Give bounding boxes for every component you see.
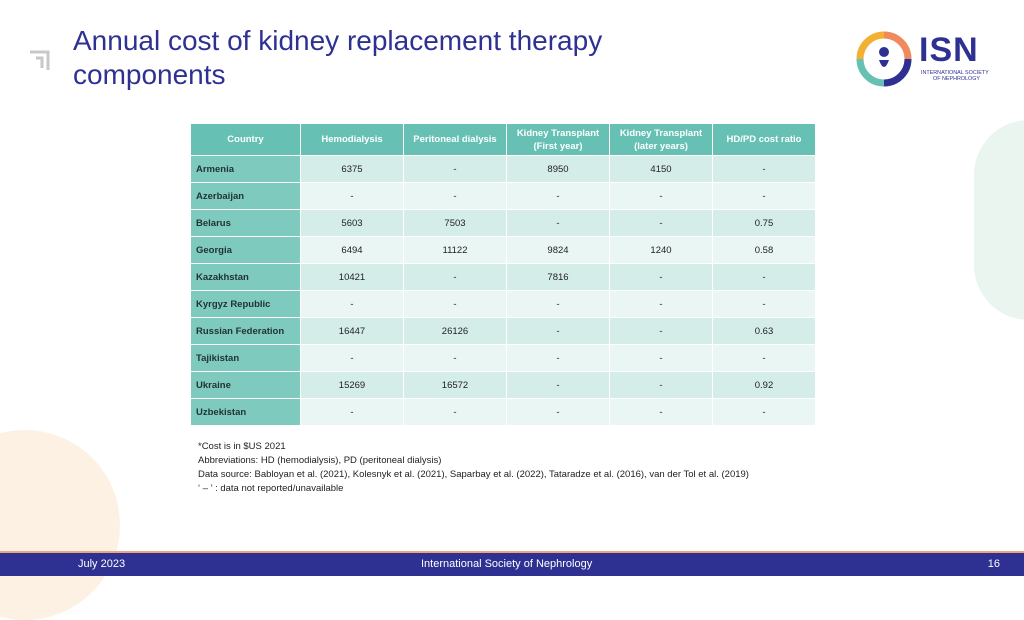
slide-title-line1: Annual cost of kidney replacement therapy [73,25,603,56]
header-kt-later-line1: Kidney Transplant [619,127,703,139]
table-row [191,399,816,426]
decorative-blob-right [974,120,1024,320]
cell-hd: - [301,345,404,372]
cell-kt-later: 1240 [610,237,713,264]
header-hemodialysis: Hemodialysis [301,124,404,156]
cell-pd: - [404,183,507,210]
note-abbreviations: Abbreviations: HD (hemodialysis), PD (peritoneal dialysis) [198,455,442,466]
cell-hd: - [301,291,404,318]
table-row [191,318,816,345]
cell-kt-later: - [610,372,713,399]
cell-country: Uzbekistan [191,399,301,426]
cell-ratio: - [713,291,816,318]
header-hd-pd-ratio: HD/PD cost ratio [713,124,816,156]
cell-country: Belarus [191,210,301,237]
krt-cost-table [190,123,816,426]
cell-hd: 6494 [301,237,404,264]
cell-pd: 26126 [404,318,507,345]
cell-hd: 15269 [301,372,404,399]
table-row [191,237,816,264]
cell-pd: - [404,291,507,318]
table-row [191,183,816,210]
slide-footer [0,553,1024,576]
cell-country: Armenia [191,156,301,183]
cell-country: Tajikistan [191,345,301,372]
footer-organization: International Society of Nephrology [421,558,593,570]
table-header-row [191,124,816,156]
table-row [191,264,816,291]
logo-wordmark: ISN [919,31,979,69]
cell-kt-later: - [610,291,713,318]
cell-ratio: 0.75 [713,210,816,237]
cell-pd: 16572 [404,372,507,399]
note-data-source: Data source: Babloyan et al. (2021), Kolesnyk et al. (2021), Saparbay et al. (2022), Tataradze et al. (2016), van der Tol et al. (2019) [198,469,749,480]
header-kt-first-line1: Kidney Transplant [516,127,600,139]
cell-ratio: - [713,264,816,291]
cell-kt-first: - [507,345,610,372]
cell-pd: 7503 [404,210,507,237]
header-kt-later-line2: (later years) [634,140,688,152]
table-notes [198,440,749,496]
cell-country: Kyrgyz Republic [191,291,301,318]
table-row [191,156,816,183]
cell-kt-first: 7816 [507,264,610,291]
cell-kt-later: - [610,318,713,345]
cell-kt-first: - [507,318,610,345]
table-row [191,210,816,237]
note-missing-data: ‘ – ’ : data not reported/unavailable [198,483,344,494]
note-currency: *Cost is in $US 2021 [198,441,286,452]
cell-pd: 11122 [404,237,507,264]
header-kt-first-line2: (First year) [533,140,583,152]
cell-hd: - [301,399,404,426]
cell-country: Russian Federation [191,318,301,345]
isn-logo-mark-icon [855,30,913,88]
cell-kt-later: - [610,399,713,426]
cell-ratio: 0.63 [713,318,816,345]
cell-country: Kazakhstan [191,264,301,291]
header-kt-first-year [507,124,610,156]
table-row [191,291,816,318]
isn-logo [855,30,995,88]
cell-kt-later: 4150 [610,156,713,183]
cell-country: Georgia [191,237,301,264]
cell-kt-first: 8950 [507,156,610,183]
cell-ratio: - [713,156,816,183]
cell-pd: - [404,345,507,372]
cell-ratio: - [713,399,816,426]
table-row [191,345,816,372]
cell-ratio: - [713,345,816,372]
logo-subtitle-line1: INTERNATIONAL SOCIETY [921,70,989,76]
cell-pd: - [404,399,507,426]
footer-page-number: 16 [987,558,1000,570]
cell-kt-first: 9824 [507,237,610,264]
header-kt-later-years [610,124,713,156]
header-peritoneal-dialysis: Peritoneal dialysis [404,124,507,156]
cell-country: Ukraine [191,372,301,399]
slide-title-line2: components [73,59,226,90]
cell-hd: 6375 [301,156,404,183]
logo-subtitle [921,70,1001,82]
cell-hd: - [301,183,404,210]
cell-kt-later: - [610,264,713,291]
cell-hd: 10421 [301,264,404,291]
cell-kt-first: - [507,291,610,318]
cell-kt-first: - [507,183,610,210]
cell-kt-later: - [610,345,713,372]
cell-kt-later: - [610,183,713,210]
cell-country: Azerbaijan [191,183,301,210]
cell-kt-first: - [507,399,610,426]
cell-hd: 5603 [301,210,404,237]
cell-kt-first: - [507,210,610,237]
cell-ratio: 0.58 [713,237,816,264]
cell-kt-later: - [610,210,713,237]
cell-hd: 16447 [301,318,404,345]
cell-pd: - [404,156,507,183]
slide-title [73,24,773,92]
header-country: Country [191,124,301,156]
cell-ratio: 0.92 [713,372,816,399]
table-row [191,372,816,399]
footer-date: July 2023 [78,558,126,570]
corner-bracket-icon [28,46,54,72]
logo-subtitle-line2: OF NEPHROLOGY [933,76,981,82]
cell-kt-first: - [507,372,610,399]
cell-ratio: - [713,183,816,210]
decorative-blob-left [0,430,120,620]
cell-pd: - [404,264,507,291]
